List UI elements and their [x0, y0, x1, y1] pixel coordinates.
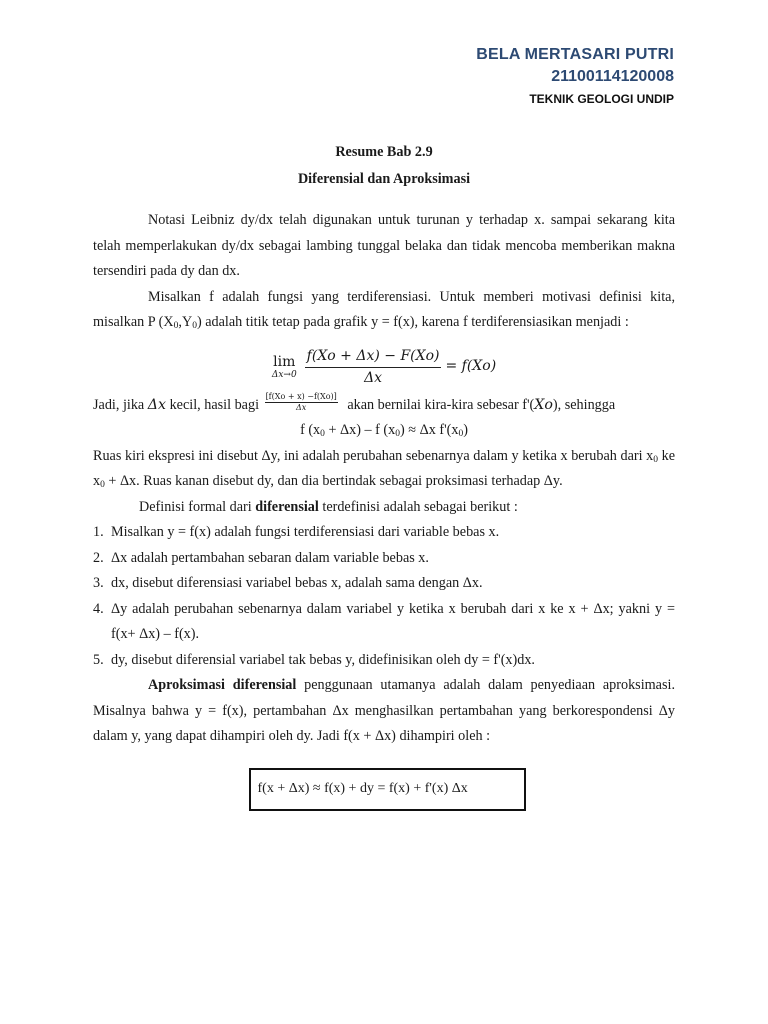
document-body	[93, 140, 675, 811]
approximation-line: f $(x_0 + \Delta x) - f$ $(x_0) \approx \Delta x$ $f'(x_0)$	[300, 422, 468, 439]
list-item: 1. Misalkan y = f(x) adalah fungsi terdiferensiasi dari variable bebas x.	[93, 524, 500, 540]
limit-operator: lim Δx→0	[271, 353, 297, 380]
paragraph-leibniz: Notasi Leibniz dy/dx telah digunakan untuk turunan y terhadap x. sampai sekarang kita telah memperlakukan dy/dx sebagai lambing tunggal belaka dan tidak mencoba memberikan makna tersendiri pada dy dan dx.	[93, 212, 675, 279]
paragraph-aproksimasi: Aproksimasi diferensial penggunaan utamanya adalah dalam penyediaan aproksimasi. Misalnya bahwa y = f(x), pertambahan Δx menghasilkan pertambahan yang berkorespondensi Δy dalam y, yang dapat dihampiri oleh dy. Jadi f(x + Δx) dihampiri oleh :	[93, 677, 675, 744]
boxed-formula: f(x + Δx) ≈ f(x) + dy = f(x) + f'(x) Δx	[249, 768, 526, 811]
list-item: 3. dx, disebut diferensiasi variabel bebas x, adalah sama dengan Δx.	[93, 575, 483, 591]
document-subtitle: Diferensial dan Aproksimasi	[297, 170, 471, 187]
limit-formula	[93, 348, 675, 387]
paragraph-ruas: Ruas kiri ekspresi ini disebut Δy, ini adalah perubahan sebenarnya dalam y ketika x berubah dari $x_0$ ke $x_0 + \Delta x$. Ruas kanan disebut dy, dan dia bertindak sebagai proksimasi terhadap Δy.	[93, 447, 675, 490]
inline-quotient: $\frac{[f(Xo + x) -f(Xo)]}{\Delta x}$	[265, 391, 337, 412]
paragraph-definition: Definisi formal dari diferensial terdefinisi adalah sebagai berikut :	[139, 498, 518, 515]
list-item: 5. dy, disebut diferensial variabel tak bebas y, didefinisikan oleh dy = f'(x)dx.	[93, 651, 535, 668]
document-title: Resume Bab 2.9	[335, 144, 433, 160]
author-name: BELA MERTASARI PUTRI	[476, 46, 674, 63]
paragraph-motivation: Misalkan f adalah fungsi yang terdiferensiasi. Untuk memberi motivasi definisi kita, misalkan P $(X_0,Y_0)$ adalah titik tetap pada grafik y = f(x), karena f terdiferensiasikan menjadi :	[93, 288, 675, 331]
student-id: 21100114120008	[551, 68, 674, 85]
difference-quotient: $\frac{f(Xo + \Delta x) - F(Xo)}{\Delta x}$	[306, 347, 440, 386]
department: TEKNIK GEOLOGI UNDIP	[529, 92, 674, 106]
paragraph-jadi: Jadi, jika Δx kecil, hasil bagi $\frac{[f(Xo + x) -f(Xo)]}{\Delta x}$ akan bernilai kira-kira sebesar f'(Xo), sehingga	[93, 391, 616, 413]
list-item: 2. Δx adalah pertambahan sebaran dalam variable bebas x.	[93, 549, 429, 566]
author-header	[476, 44, 674, 108]
definition-list	[93, 520, 675, 673]
list-item: 4. Δy adalah perubahan sebenarnya dalam variabel y ketika x berubah dari x ke x + Δx; yakni y = f(x+ Δx) – f(x).	[93, 600, 675, 642]
limit-result: = f(Xo)	[445, 358, 497, 375]
